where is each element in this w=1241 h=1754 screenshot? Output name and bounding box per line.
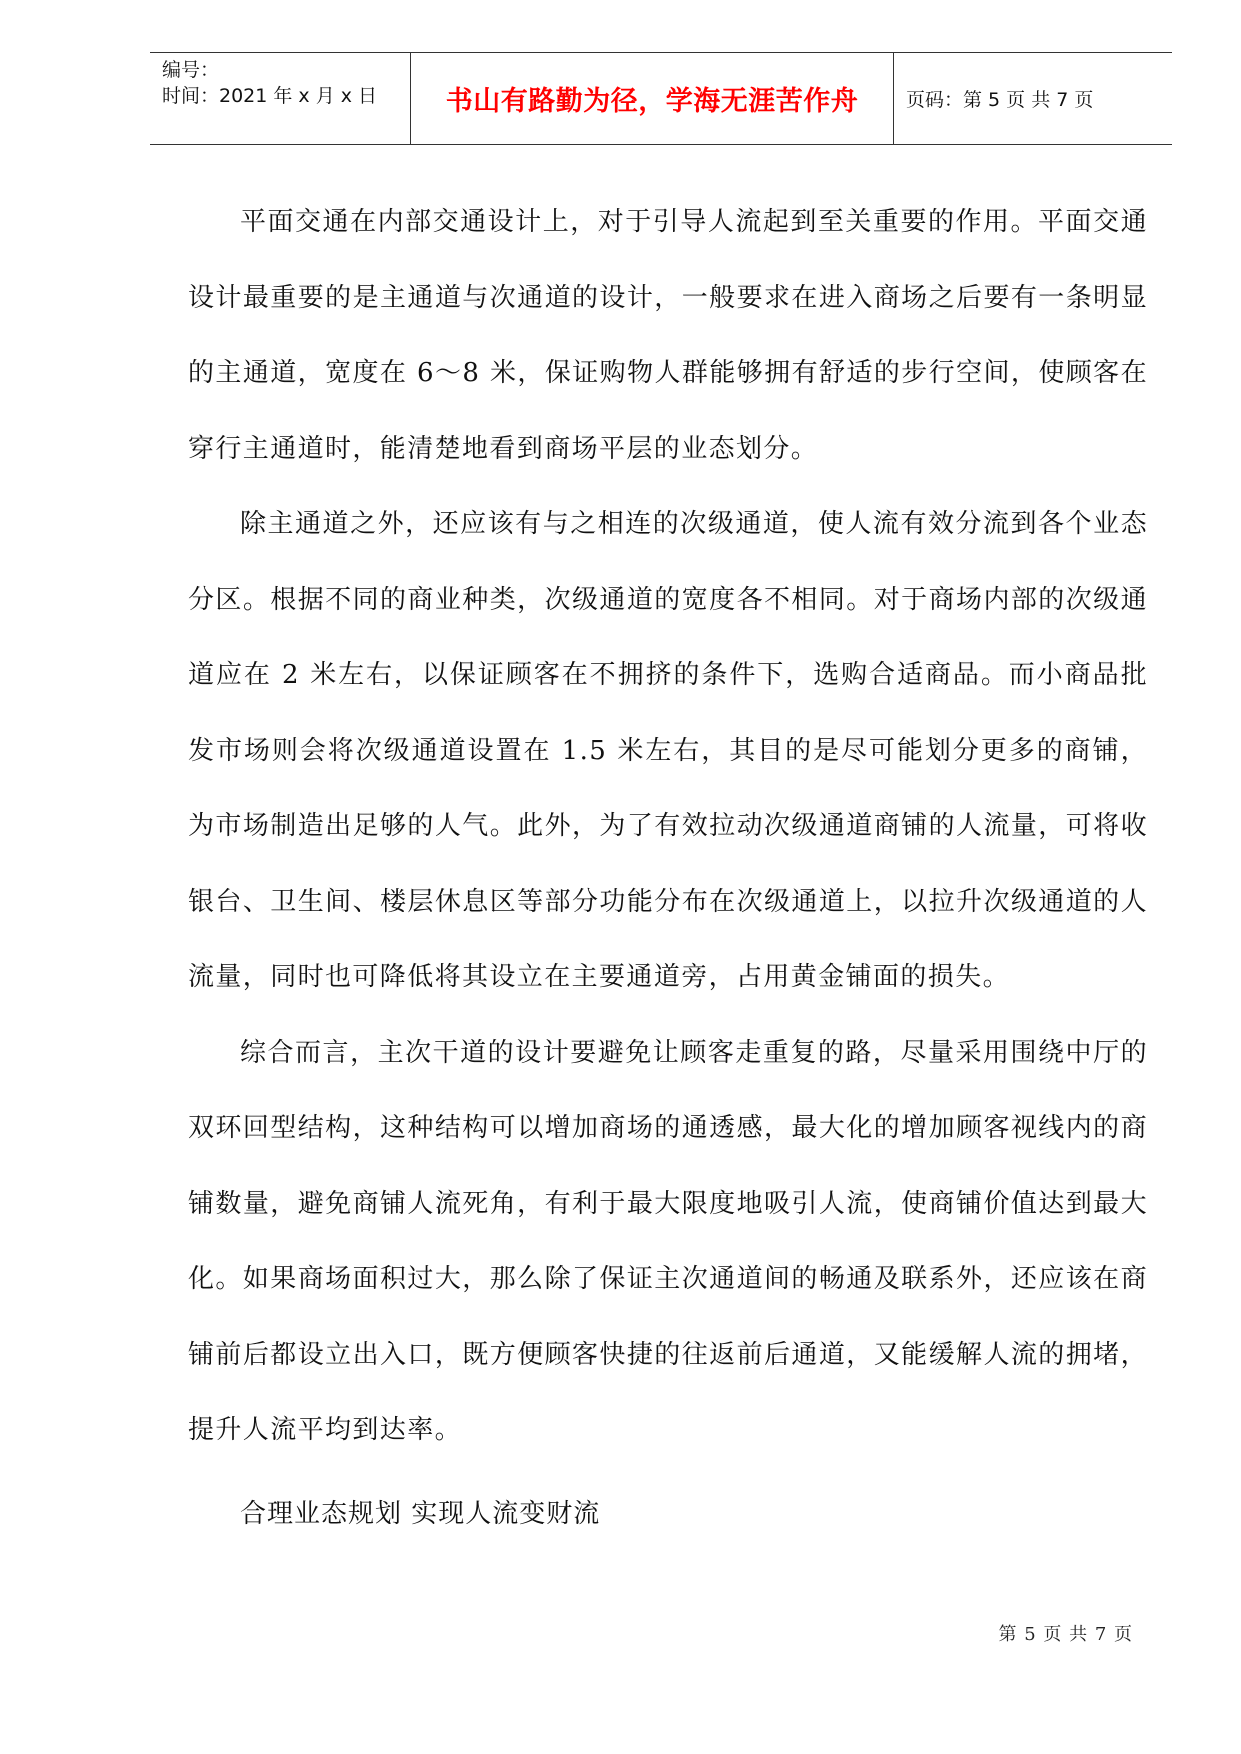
header-meta <box>150 53 410 144</box>
section-subheading: 合理业态规划 实现人流变财流 <box>240 1498 601 1529</box>
document-number-label: 编号： <box>162 59 220 81</box>
document-body <box>188 185 1148 1552</box>
paragraph-1: 平面交通在内部交通设计上，对于引导人流起到至关重要的作用。平面交通设计最重要的是主通道与次通道的设计，一般要求在进入商场之后要有一条明显的主通道，宽度在 6～8 米，保证购物人群能够拥有舒适的步行空间，使顾客在穿行主通道时，能清楚地看到商场平层的业态划分。 <box>188 207 1148 464</box>
paragraph-2: 除主通道之外，还应该有与之相连的次级通道，使人流有效分流到各个业态分区。根据不同的商业种类，次级通道的宽度各不相同。对于商场内部的次级通道应在 2 米左右，以保证顾客在不拥挤的条件下，选购合适商品。而小商品批发市场则会将次级通道设置在 1.5 米左右，其目的是尽可能划分更多的商铺，为市场制造出足够的人气。此外，为了有效拉动次级通道商铺的人流量，可将收银台、卫生间、楼层休息区等部分功能分布在次级通道上，以拉升次级通道的人流量，同时也可降低将其设立在主要通道旁，占用黄金铺面的损失。 <box>188 509 1148 992</box>
header-page-info: 页码：第 5 页 共 7 页 <box>906 89 1094 111</box>
paragraph-3: 综合而言，主次干道的设计要避免让顾客走重复的路，尽量采用围绕中厅的双环回型结构，这种结构可以增加商场的通透感，最大化的增加顾客视线内的商铺数量，避免商铺人流死角，有利于最大限度地吸引人流，使商铺价值达到最大化。如果商场面积过大，那么除了保证主次通道间的畅通及联系外，还应该在商铺前后都设立出入口，既方便顾客快捷的往返前后通道，又能缓解人流的拥堵，提升人流平均到达率。 <box>188 1037 1148 1445</box>
document-time-label: 时间：2021 年 x 月 x 日 <box>162 85 378 107</box>
page-header <box>150 52 1172 145</box>
header-motto: 书山有路勤为径，学海无涯苦作舟 <box>410 53 894 144</box>
page-footer: 第 5 页 共 7 页 <box>998 1624 1133 1645</box>
